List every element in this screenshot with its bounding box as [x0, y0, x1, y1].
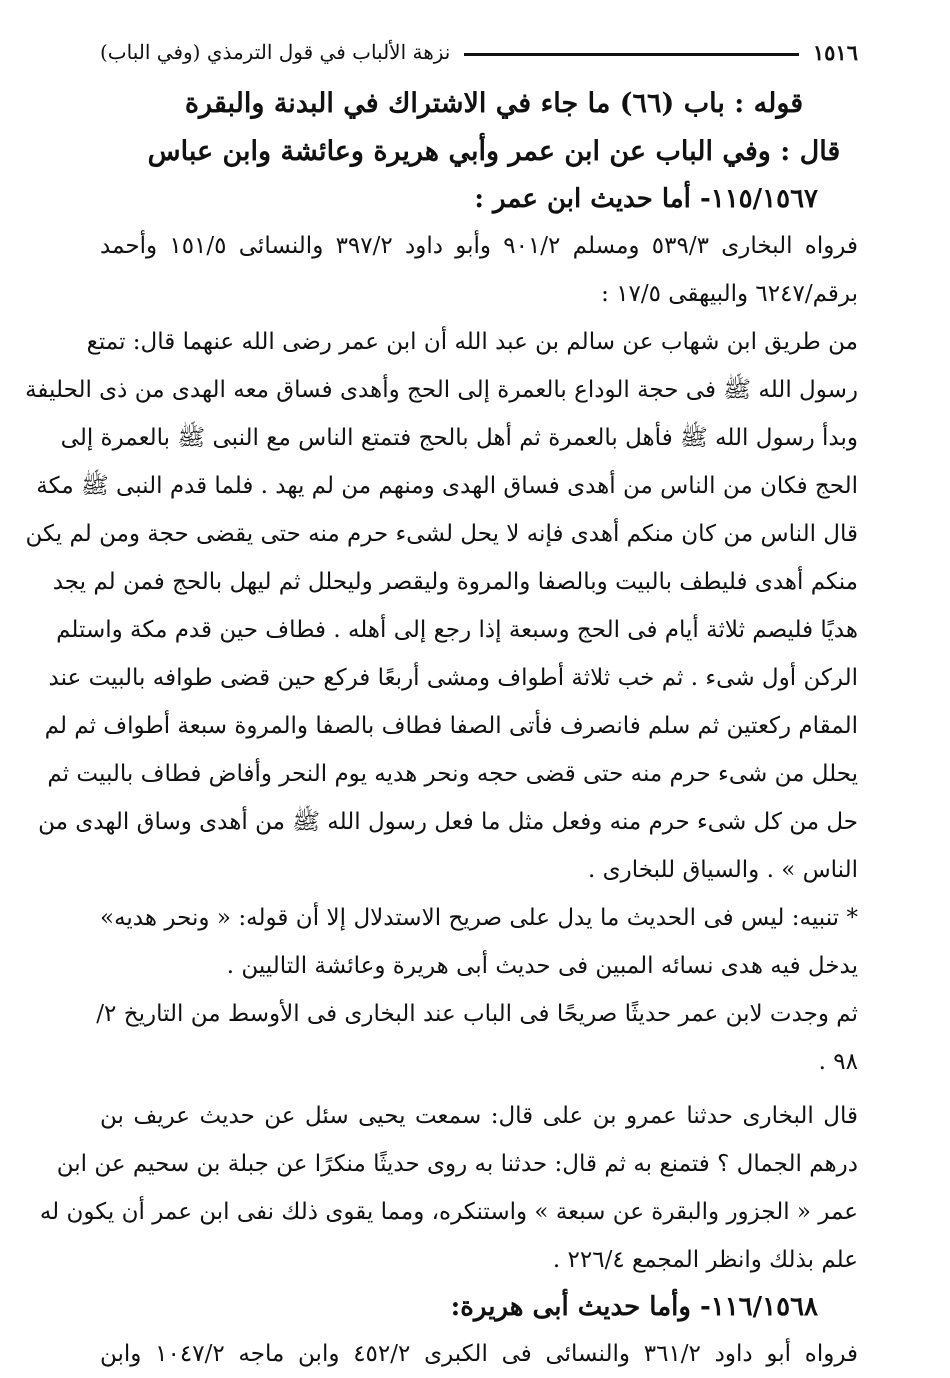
sources-abu-hurayra [100, 1330, 858, 1378]
text-line: برقم/٦٢٤٧ والبيهقى ١٧/٥ : [601, 281, 858, 307]
note-paragraph [100, 894, 858, 990]
text-line: الركن أول شىء . ثم خب ثلاثة أطواف ومشى أربعًا فركع حين قضى طوافه بالبيت عند [48, 665, 858, 691]
text-line: * تنبيه: ليس فى الحديث ما يدل على صريح الاستدلال إلا أن قوله: « ونحر هديه» [100, 905, 858, 931]
hadith-text-ibn-umar [25, 318, 858, 894]
running-title: نزهة الألباب في قول الترمذي (وفي الباب) [100, 40, 451, 64]
header-rule [464, 53, 799, 56]
text-line: قال البخارى حدثنا عمرو بن على قال: سمعت يحيى سئل عن حديث عريف بن [100, 1103, 858, 1129]
text-line: يدخل فيه هدى نسائه المبين فى حديث أبى هريرة وعائشة التاليين . [226, 953, 858, 979]
text-line: فرواه أبو داود ٣٦١/٢ والنسائى فى الكبرى ٤٥٢/٢ وابن ماجه ١٠٤٧/٢ وابن [100, 1341, 859, 1367]
found-paragraph [96, 990, 858, 1086]
text-line: من طريق ابن شهاب عن سالم بن عبد الله أن ابن عمر رضى الله عنهما قال: تمتع [86, 329, 858, 355]
text-line: ٩٨ . [818, 1049, 858, 1075]
text-line: المقام ركعتين ثم سلم فانصرف فأتى الصفا فطاف بالصفا والمروة سبعة أطواف ثم لم [44, 713, 858, 739]
text-line: منكم أهدى فليطف بالبيت وبالصفا والمروة وليقصر وليحلل ثم ليهل بالحج فمن لم يجد [52, 569, 858, 595]
page-number: ١٥١٦ [812, 39, 858, 65]
text-line: وبدأ رسول الله ﷺ فأهل بالعمرة ثم أهل بالحج فتمتع الناس مع النبى ﷺ بالعمرة إلى [60, 425, 858, 451]
section-heading-ibn-umar: ١١٥/١٥٦٧- أما حديث ابن عمر : [474, 184, 818, 214]
text-line: الناس » . والسياق للبخارى . [587, 857, 858, 883]
chapter-subtitle: قال : وفي الباب عن ابن عمر وأبي هريرة وعائشة وابن عباس [147, 136, 841, 167]
chapter-title: قوله : باب (٦٦) ما جاء في الاشتراك في البدنة والبقرة [184, 88, 804, 119]
text-line: علم بذلك وانظر المجمع ٢٢٦/٤ . [552, 1247, 858, 1273]
text-line: حل من كل شىء حرم منه وفعل مثل ما فعل رسول الله ﷺ من أهدى وساق الهدى من [38, 809, 858, 835]
text-line: رسول الله ﷺ فى حجة الوداع بالعمرة إلى الحج وأهدى فساق معه الهدى من ذى الحليفة [25, 377, 858, 403]
bukhari-paragraph [39, 1092, 858, 1284]
page-header [100, 30, 858, 74]
text-line: هديًا فليصم ثلاثة أيام فى الحج وسبعة إذا رجع إلى أهله . فطاف حين قدم مكة واستلم [56, 617, 858, 643]
text-line: يحلل من شىء حرم منه حتى قضى حجه ونحر هديه يوم النحر وأفاض فطاف بالبيت ثم [47, 761, 858, 787]
text-line: درهم الجمال ؟ فتمنع به ثم قال: حدثنا به روى حديثًا منكرًا عن جبلة بن سحيم عن ابن [56, 1151, 858, 1177]
section-heading-abu-hurayra: ١١٦/١٥٦٨- وأما حديث أبى هريرة: [450, 1292, 818, 1322]
text-line: فرواه البخارى ٥٣٩/٣ ومسلم ٩٠١/٢ وأبو داود ٣٩٧/٢ والنسائى ١٥١/٥ وأحمد [100, 233, 858, 259]
text-line: ثم وجدت لابن عمر حديثًا صريحًا فى الباب عند البخارى فى الأوسط من التاريخ ٢/ [96, 1001, 858, 1027]
text-line: الحج فكان من الناس من أهدى فساق الهدى ومنهم من لم يهد . فلما قدم النبى ﷺ مكة [36, 473, 858, 499]
text-line: عمر « الجزور والبقرة عن سبعة » واستنكره، ومما يقوى ذلك نفى ابن عمر أن يكون له [39, 1199, 858, 1225]
text-line: قال الناس من كان منكم أهدى فإنه لا يحل لشىء حرم منه حتى يقضى حجة ومن لم يكن [25, 521, 858, 547]
sources-ibn-umar [100, 222, 858, 318]
